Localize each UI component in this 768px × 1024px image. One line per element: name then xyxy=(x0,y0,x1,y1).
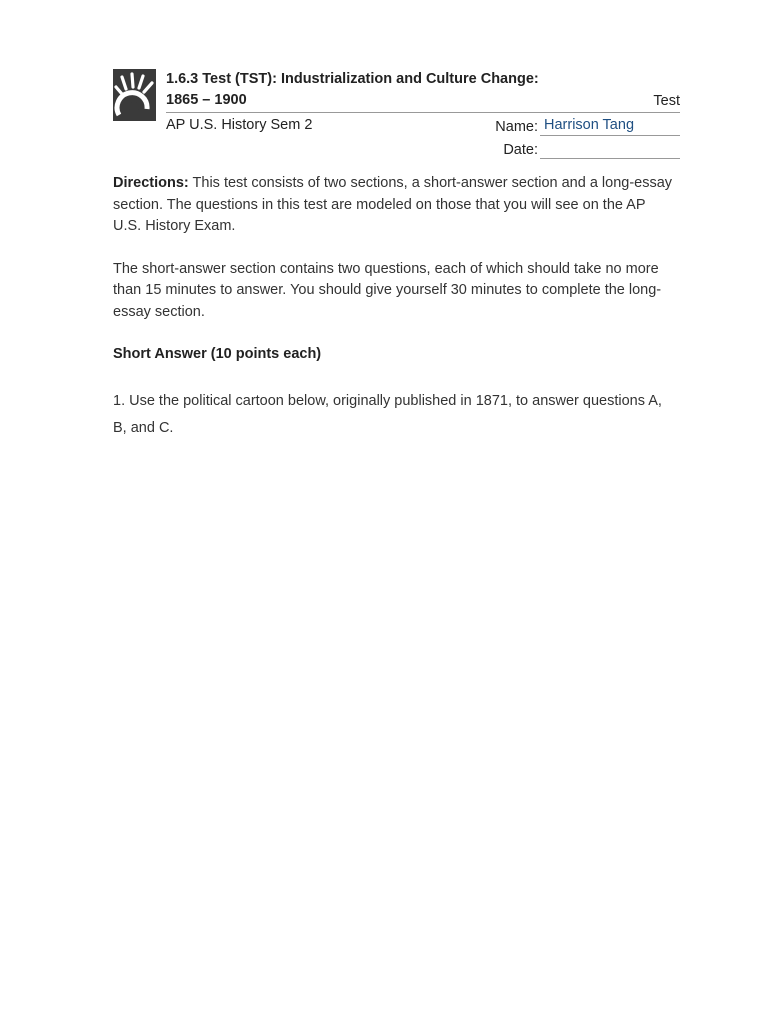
directions-label: Directions: xyxy=(113,175,189,191)
sun-logo-icon xyxy=(113,69,156,121)
section-heading: Short Answer (10 points each) xyxy=(113,346,322,362)
document-header xyxy=(113,69,680,164)
document-body xyxy=(113,173,673,442)
date-label: Date: xyxy=(503,142,538,158)
document-title-line1: 1.6.3 Test (TST): Industrialization and Culture Change: xyxy=(166,71,539,87)
name-label: Name: xyxy=(495,119,538,135)
title-row xyxy=(166,90,680,113)
document-title-line2: 1865 – 1900 xyxy=(166,92,247,108)
date-field[interactable] xyxy=(540,139,680,159)
document-type-label: Test xyxy=(653,93,680,109)
title-block xyxy=(166,69,680,113)
question-1: 1. Use the political cartoon below, originally published in 1871, to answer questions A, B, and C. xyxy=(113,392,662,436)
name-field-row xyxy=(495,116,680,136)
directions-paragraph xyxy=(113,173,673,238)
directions-text: This test consists of two sections, a short-answer section and a long-essay section. The questions in this test are modeled on those that you will see on the AP U.S. History Exam. xyxy=(113,175,673,234)
short-answer-info: The short-answer section contains two questions, each of which should take no more than 15 minutes to answer. You should give yourself 30 minutes to complete the long-essay section. xyxy=(113,260,662,320)
name-field[interactable]: Harrison Tang xyxy=(540,116,680,136)
course-name: AP U.S. History Sem 2 xyxy=(166,117,313,133)
date-field-row xyxy=(503,139,680,159)
